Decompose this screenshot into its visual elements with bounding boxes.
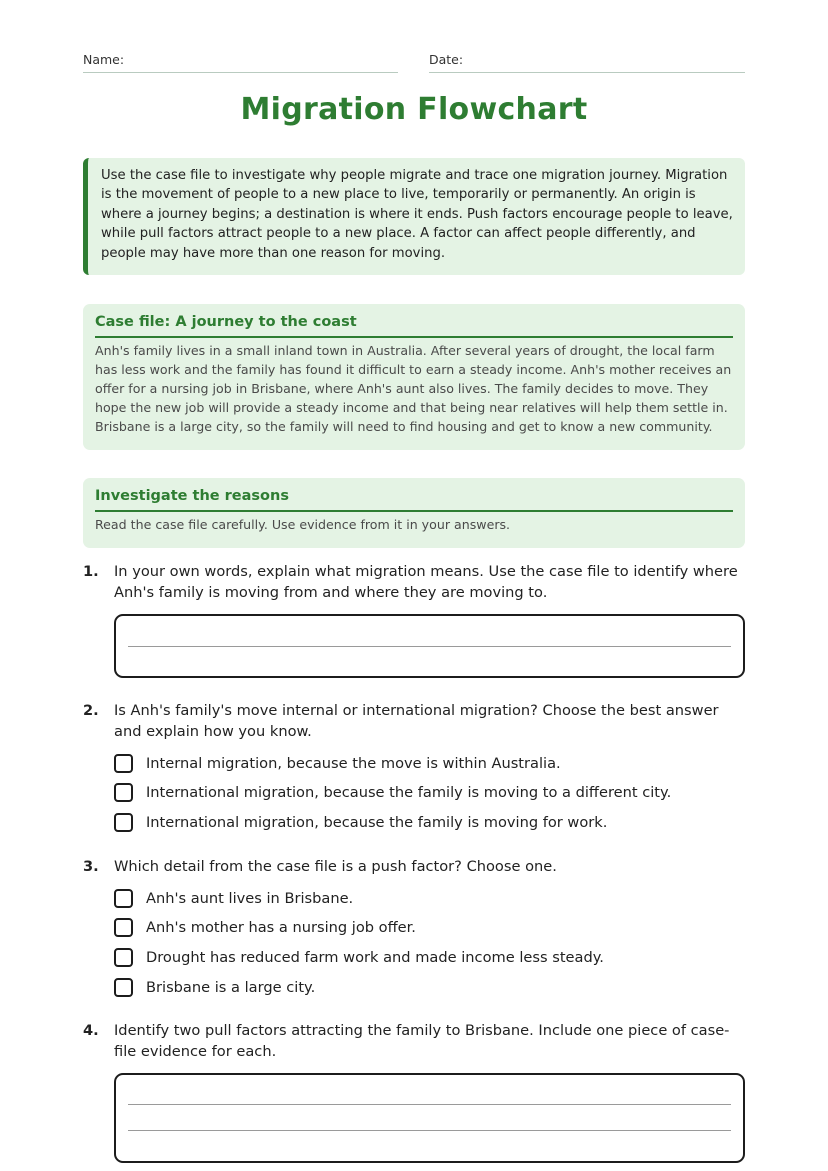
date-label: Date: (429, 52, 464, 67)
checkbox[interactable] (114, 754, 133, 773)
option-label: Anh's mother has a nursing job offer. (146, 919, 416, 936)
question-number: 2. (83, 702, 99, 719)
name-field[interactable] (83, 52, 398, 73)
option-label: Drought has reduced farm work and made income less steady. (146, 949, 604, 966)
name-label: Name: (83, 52, 125, 67)
option-label: International migration, because the family is moving for work. (146, 814, 608, 831)
answer-box-4[interactable] (114, 1073, 745, 1163)
case-file-box (83, 304, 745, 450)
checkbox[interactable] (114, 889, 133, 908)
case-file-body: Anh's family lives in a small inland town in Australia. After several years of drought, the local farm has less work and the family has found it difficult to earn a steady income. Anh's mother receives an offer for a nursing job in Brisbane, where Anh's aunt also lives. The family decides to move. They hope the new job will provide a steady income and that being near relatives will help them settle in. Brisbane is a large city, so the family will need to find housing and get to know a new community. (95, 343, 732, 434)
option-label: Internal migration, because the move is within Australia. (146, 755, 561, 772)
reasons-body: Read the case file carefully. Use evidence from it in your answers. (95, 517, 511, 532)
question-number: 3. (83, 858, 99, 875)
option-label: International migration, because the family is moving to a different city. (146, 784, 672, 801)
checkbox[interactable] (114, 813, 133, 832)
question-text: Identify two pull factors attracting the family to Brisbane. Include one piece of case-file evidence for each. (114, 1022, 730, 1060)
answer-box-1[interactable] (114, 614, 745, 678)
question-number: 4. (83, 1022, 99, 1039)
question-text: Is Anh's family's move internal or international migration? Choose the best answer and explain how you know. (114, 702, 719, 740)
option-label: Brisbane is a large city. (146, 979, 316, 996)
checkbox[interactable] (114, 918, 133, 937)
checkbox[interactable] (114, 978, 133, 997)
answer-line (128, 646, 731, 647)
case-file-heading: Case file: A journey to the coast (95, 304, 733, 338)
date-field[interactable] (429, 52, 745, 73)
reasons-heading: Investigate the reasons (95, 478, 733, 512)
answer-line (128, 1104, 731, 1105)
question-number: 1. (83, 563, 99, 580)
reasons-box (83, 478, 745, 548)
checkbox[interactable] (114, 948, 133, 967)
question-text: Which detail from the case file is a push factor? Choose one. (114, 858, 557, 875)
header-fields (83, 52, 745, 74)
question-text: In your own words, explain what migration means. Use the case file to identify where Anh's family is moving from and where they are moving to. (114, 563, 738, 601)
page-title: Migration Flowchart (240, 92, 588, 127)
checkbox[interactable] (114, 783, 133, 802)
intro-callout: Use the case file to investigate why people migrate and trace one migration journey. Migration is the movement of people to a new place to live, temporarily or permanently. An origin is where a journey begins; a destination is where it ends. Push factors encourage people to leave, while pull factors attract people to a new place. A factor can affect people differently, and people may have more than one reason for moving. (83, 158, 745, 275)
option-label: Anh's aunt lives in Brisbane. (146, 890, 354, 907)
answer-line (128, 1130, 731, 1131)
